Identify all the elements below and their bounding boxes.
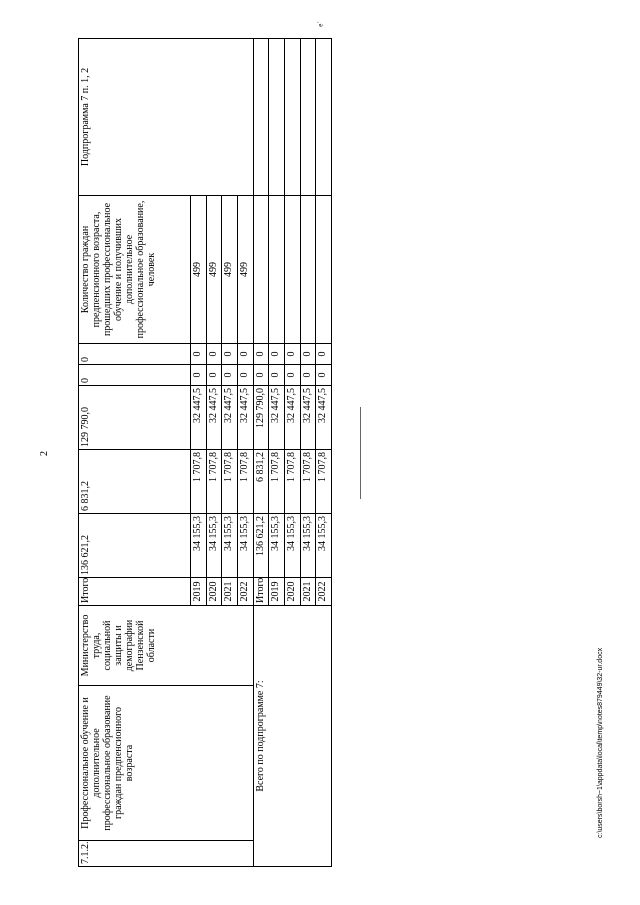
itogo-total: 136 621,2: [253, 514, 269, 578]
rotated-table-sheet: [78, 39, 332, 867]
indicator-empty: [269, 196, 285, 344]
year-cell: 2019: [190, 578, 206, 606]
total-cell: 34 155,3: [222, 514, 238, 578]
other-cell: 0: [206, 344, 222, 365]
link-empty: [316, 39, 332, 196]
itogo-regional: 129 790,0: [79, 386, 191, 450]
municipal-cell: 0: [300, 365, 316, 386]
total-cell: 34 155,3: [316, 514, 332, 578]
regional-cell: 32 447,5: [269, 386, 285, 450]
measure-name: Профессиональное обучение и дополнительное профессиональное образование граждан предпенсионного возраста: [79, 686, 254, 841]
indicator-value: 499: [237, 196, 253, 344]
indicator-value: 499: [222, 196, 238, 344]
indicator-empty: [253, 196, 269, 344]
municipal-cell: 0: [190, 365, 206, 386]
regional-cell: 32 447,5: [206, 386, 222, 450]
federal-cell: 1 707,8: [237, 450, 253, 514]
indicator-empty: [300, 196, 316, 344]
link-empty: [300, 39, 316, 196]
total-cell: 34 155,3: [206, 514, 222, 578]
indicator-name: Количество граждан предпенсионного возраста, прошедших профессиональное обучение и получивших дополнительное профессиональное образование, человек: [79, 196, 191, 344]
itogo-label: Итого: [253, 578, 269, 606]
itogo-federal: 6 831,2: [253, 450, 269, 514]
other-cell: 0: [237, 344, 253, 365]
regional-cell: 32 447,5: [300, 386, 316, 450]
federal-cell: 1 707,8: [316, 450, 332, 514]
federal-cell: 1 707,8: [206, 450, 222, 514]
year-cell: 2020: [206, 578, 222, 606]
table-row: [79, 39, 191, 867]
federal-cell: 1 707,8: [222, 450, 238, 514]
municipal-cell: 0: [222, 365, 238, 386]
other-cell: 0: [316, 344, 332, 365]
year-cell: 2021: [222, 578, 238, 606]
program-link: Подпрограмма 7 п. 1, 2: [79, 39, 254, 196]
federal-cell: 1 707,8: [190, 450, 206, 514]
link-empty: [269, 39, 285, 196]
federal-cell: 1 707,8: [269, 450, 285, 514]
total-cell: 34 155,3: [269, 514, 285, 578]
regional-cell: 32 447,5: [190, 386, 206, 450]
itogo-regional: 129 790,0: [253, 386, 269, 450]
total-cell: 34 155,3: [300, 514, 316, 578]
itogo-total: 136 621,2: [79, 514, 191, 578]
other-cell: 0: [300, 344, 316, 365]
year-cell: 2019: [269, 578, 285, 606]
federal-cell: 1 707,8: [300, 450, 316, 514]
municipal-cell: 0: [237, 365, 253, 386]
year-cell: 2022: [237, 578, 253, 606]
row-number: 7.1.2.: [79, 841, 254, 867]
itogo-municipal: 0: [79, 365, 191, 386]
other-cell: 0: [269, 344, 285, 365]
municipal-cell: 0: [269, 365, 285, 386]
indicator-value: 499: [206, 196, 222, 344]
other-cell: 0: [222, 344, 238, 365]
itogo-other: 0: [253, 344, 269, 365]
page-number: 2: [39, 451, 50, 456]
program-table: [78, 38, 332, 867]
regional-cell: 32 447,5: [316, 386, 332, 450]
total-cell: 34 155,3: [190, 514, 206, 578]
itogo-label: Итого: [79, 578, 191, 606]
year-cell: 2022: [316, 578, 332, 606]
separator-line: [360, 407, 361, 499]
total-cell: 34 155,3: [237, 514, 253, 578]
table-row: [253, 39, 269, 867]
regional-cell: 32 447,5: [222, 386, 238, 450]
regional-cell: 32 447,5: [284, 386, 300, 450]
indicator-value: 499: [190, 196, 206, 344]
other-cell: 0: [284, 344, 300, 365]
itogo-other: 0: [79, 344, 191, 365]
corner-mark: e´: [316, 21, 325, 27]
indicator-empty: [284, 196, 300, 344]
itogo-federal: 6 831,2: [79, 450, 191, 514]
regional-cell: 32 447,5: [237, 386, 253, 450]
year-cell: 2020: [284, 578, 300, 606]
year-cell: 2021: [300, 578, 316, 606]
total-cell: 34 155,3: [284, 514, 300, 578]
indicator-empty: [316, 196, 332, 344]
other-cell: 0: [190, 344, 206, 365]
footer-file-path: c:\users\borsh~1\appdata\local\temp\notes879449\32-ur.docx: [597, 647, 604, 838]
subprogram-total-label: Всего по подпрограмме 7:: [253, 606, 331, 867]
federal-cell: 1 707,8: [284, 450, 300, 514]
link-empty: [253, 39, 269, 196]
link-empty: [284, 39, 300, 196]
municipal-cell: 0: [206, 365, 222, 386]
municipal-cell: 0: [316, 365, 332, 386]
executor: Министерство труда, социальной защиты и демографии Пензенской области: [79, 606, 254, 686]
itogo-municipal: 0: [253, 365, 269, 386]
municipal-cell: 0: [284, 365, 300, 386]
